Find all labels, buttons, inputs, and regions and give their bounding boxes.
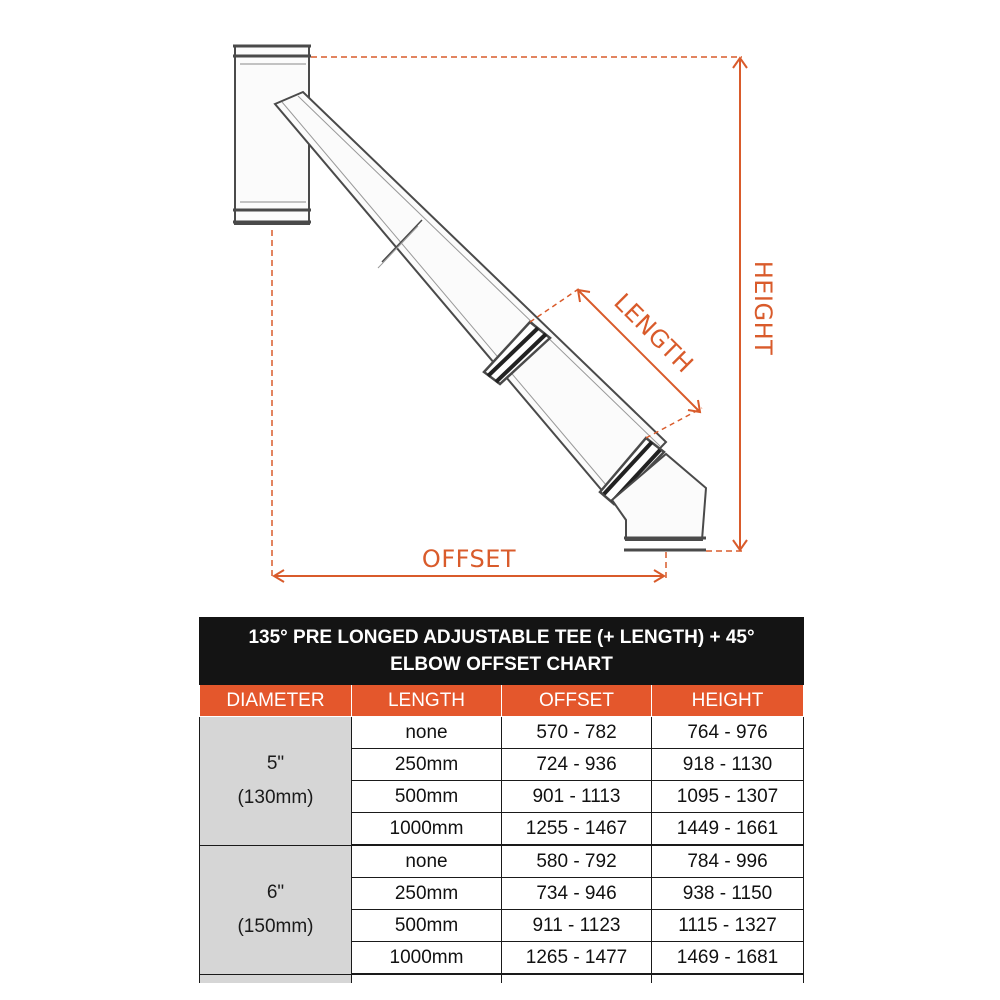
cutoff-cell [352,974,502,983]
cutoff-cell [652,974,804,983]
diameter-mm: (150mm) [237,915,314,937]
cutoff-cell [502,974,652,983]
chart-title-line1: 135° PRE LONGED ADJUSTABLE TEE (+ LENGTH) + 45° [248,627,755,648]
length-cell: 500mm [352,910,502,942]
diameter-inches: 5" [266,752,285,774]
height-cell: 764 - 976 [652,717,804,749]
diameter-inches: 6" [266,881,285,903]
length-cell: 1000mm [352,942,502,975]
chart-title-line2: ELBOW OFFSET CHART [390,654,613,675]
offset-chart-table [199,617,804,983]
height-cell: 1095 - 1307 [652,781,804,813]
height-cell: 1115 - 1327 [652,910,804,942]
height-cell: 938 - 1150 [652,878,804,910]
length-cell: none [352,845,502,878]
offset-cell: 1265 - 1477 [502,942,652,975]
chart-title-row [200,618,804,685]
tee-fitting [233,46,311,224]
offset-cell: 911 - 1123 [502,910,652,942]
height-cell: 784 - 996 [652,845,804,878]
length-cell: 250mm [352,878,502,910]
offset-label: OFFSET [421,545,517,573]
chart-header-row [200,685,804,717]
height-cell: 918 - 1130 [652,749,804,781]
length-label: LENGTH [608,288,699,379]
offset-cell: 570 - 782 [502,717,652,749]
diameter-cell [200,845,352,974]
length-cell: 250mm [352,749,502,781]
diagonal-pipe [275,92,666,504]
header-diameter: DIAMETER [200,685,352,717]
diameter-mm: (130mm) [237,786,314,808]
header-offset: OFFSET [502,685,652,717]
diameter-cell [200,717,352,846]
height-label: HEIGHT [749,260,777,356]
cutoff-cell [200,974,352,983]
offset-cell: 901 - 1113 [502,781,652,813]
offset-cell: 734 - 946 [502,878,652,910]
table-row [200,717,804,749]
offset-cell: 724 - 936 [502,749,652,781]
length-cell: none [352,717,502,749]
length-cell: 1000mm [352,813,502,846]
offset-cell: 580 - 792 [502,845,652,878]
header-length: LENGTH [352,685,502,717]
length-cell: 500mm [352,781,502,813]
table-row-cutoff [200,974,804,983]
table-row [200,845,804,878]
header-height: HEIGHT [652,685,804,717]
offset-cell: 1255 - 1467 [502,813,652,846]
height-cell: 1449 - 1661 [652,813,804,846]
height-cell: 1469 - 1681 [652,942,804,975]
chart-title [200,618,804,685]
